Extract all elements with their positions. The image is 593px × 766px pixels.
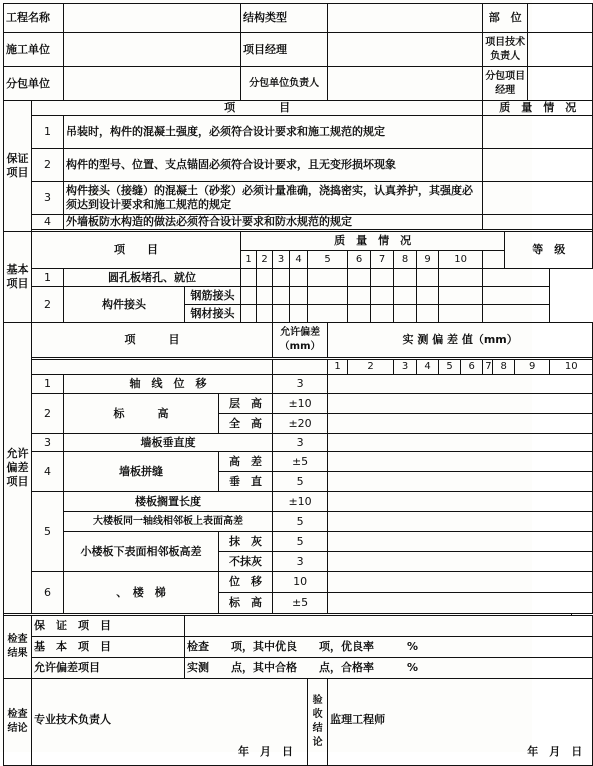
basic-cell[interactable] bbox=[273, 269, 290, 287]
project-name-label: 工程名称 bbox=[4, 4, 64, 33]
accept-conclusion-label: 验收结论 bbox=[308, 679, 328, 766]
basic-col-number: 10 bbox=[439, 251, 483, 269]
check-date: 年 月 日 bbox=[238, 745, 294, 758]
guarantee-item-no: 3 bbox=[32, 182, 64, 215]
structure-type-field[interactable] bbox=[328, 4, 483, 33]
basic-col-number: 3 bbox=[273, 251, 290, 269]
basic-grade-cell[interactable] bbox=[483, 305, 550, 323]
basic-cell[interactable] bbox=[273, 305, 290, 323]
deviation-sub-item: 高 差 bbox=[219, 452, 273, 472]
deviation-item-text: 轴 线 位 移 bbox=[64, 375, 273, 394]
basic-cell[interactable] bbox=[417, 305, 439, 323]
deviation-item-no: 2 bbox=[32, 394, 64, 434]
basic-grade-header: 等 级 bbox=[505, 232, 593, 269]
deviation-measure-cell[interactable] bbox=[328, 492, 593, 512]
basic-cell[interactable] bbox=[394, 305, 417, 323]
deviation-item-text: 楼板搁置长度 bbox=[64, 492, 273, 512]
accept-conclusion-area[interactable] bbox=[328, 679, 593, 766]
deviation-item-no: 3 bbox=[32, 434, 64, 452]
deviation-item-header: 项 目 bbox=[32, 323, 273, 358]
basic-item-header: 项 目 bbox=[32, 232, 241, 269]
deviation-sub-item: 抹 灰 bbox=[219, 532, 273, 552]
result-guarantee-field[interactable] bbox=[185, 616, 593, 637]
deviation-col-number: 1 bbox=[328, 360, 348, 375]
basic-grade-cell[interactable] bbox=[483, 269, 550, 287]
guarantee-quality-cell[interactable] bbox=[483, 149, 593, 182]
basic-cell[interactable] bbox=[394, 287, 417, 305]
subcontract-unit-field[interactable] bbox=[64, 67, 241, 101]
guarantee-item-text: 吊装时，构件的混凝土强度，必须符合设计要求和施工规范的规定 bbox=[64, 116, 483, 149]
construction-unit-label: 施工单位 bbox=[4, 33, 64, 67]
deviation-col-label-blank bbox=[273, 360, 328, 375]
deviation-col-number: 4 bbox=[417, 360, 439, 375]
basic-sub-item: 钢材接头 bbox=[185, 305, 241, 323]
deviation-allow-value: 5 bbox=[273, 532, 328, 552]
guarantee-item-text: 外墙板防水构造的做法必须符合设计要求和防水规范的规定 bbox=[64, 215, 483, 230]
project-manager-label: 项目经理 bbox=[241, 33, 328, 67]
basic-cell[interactable] bbox=[348, 269, 371, 287]
subcontract-unit-label: 分包单位 bbox=[4, 67, 64, 101]
deviation-measure-cell[interactable] bbox=[328, 452, 593, 472]
basic-item-text: 构件接头 bbox=[64, 287, 185, 323]
check-conclusion-label: 检查结论 bbox=[4, 679, 32, 766]
basic-quality-header: 质 量 情 况 bbox=[241, 232, 505, 251]
structure-type-label: 结构类型 bbox=[241, 4, 328, 33]
deviation-measure-cell[interactable] bbox=[328, 414, 593, 434]
subcontract-lead-label: 分包单位负责人 bbox=[241, 67, 328, 101]
basic-cell[interactable] bbox=[273, 287, 290, 305]
deviation-item-text: 墙板拼缝 bbox=[64, 452, 219, 492]
basic-cell[interactable] bbox=[290, 269, 308, 287]
accept-date: 年 月 日 bbox=[527, 745, 583, 758]
basic-col-number: 1 bbox=[241, 251, 257, 269]
check-signer-label: 专业技术负责人 bbox=[34, 713, 111, 726]
subcontract-lead-field[interactable] bbox=[328, 67, 483, 101]
basic-cell[interactable] bbox=[439, 305, 483, 323]
basic-cell[interactable] bbox=[394, 269, 417, 287]
basic-cell[interactable] bbox=[257, 305, 273, 323]
deviation-sub-item: 层 高 bbox=[219, 394, 273, 414]
basic-cell[interactable] bbox=[241, 287, 257, 305]
deviation-allow-header: 允许偏差（mm） bbox=[273, 323, 328, 358]
deviation-allow-value: ±10 bbox=[273, 394, 328, 414]
result-deviation-label: 允许偏差项目 bbox=[32, 658, 185, 679]
guarantee-quality-cell[interactable] bbox=[483, 215, 593, 230]
result-basic-label: 基 本 项 目 bbox=[32, 637, 185, 658]
basic-cell[interactable] bbox=[241, 305, 257, 323]
deviation-allow-value: 5 bbox=[273, 472, 328, 492]
deviation-item-no: 6 bbox=[32, 572, 64, 614]
deviation-sub-item: 全 高 bbox=[219, 414, 273, 434]
basic-col-number: 4 bbox=[290, 251, 308, 269]
deviation-allow-value: 3 bbox=[273, 375, 328, 394]
basic-col-number: 6 bbox=[348, 251, 371, 269]
basic-item-no: 2 bbox=[32, 287, 64, 323]
basic-item-no: 1 bbox=[32, 269, 64, 287]
result-guarantee-label: 保 证 项 目 bbox=[32, 616, 185, 637]
part-label: 部 位 bbox=[483, 4, 528, 33]
deviation-measure-cell[interactable] bbox=[328, 375, 593, 394]
deviation-item-text: 大楼板同一轴线相邻板上表面高差 bbox=[64, 512, 273, 532]
check-conclusion-area[interactable] bbox=[32, 679, 308, 766]
basic-cell[interactable] bbox=[257, 287, 273, 305]
basic-cell[interactable] bbox=[348, 305, 371, 323]
deviation-measure-cell[interactable] bbox=[328, 512, 593, 532]
result-section-label: 检查结果 bbox=[4, 616, 32, 679]
deviation-sub-item: 位 移 bbox=[219, 572, 273, 593]
deviation-allow-value: 10 bbox=[273, 572, 328, 593]
result-basic-text[interactable]: 检查 项，其中优良 项，优良率 % bbox=[185, 637, 593, 658]
deviation-col-number: 3 bbox=[394, 360, 417, 375]
basic-col-number: 9 bbox=[417, 251, 439, 269]
basic-item-text: 圆孔板堵孔、就位 bbox=[64, 269, 241, 287]
guarantee-item-no: 2 bbox=[32, 149, 64, 182]
inspection-table bbox=[3, 3, 593, 766]
deviation-allow-value: 3 bbox=[273, 552, 328, 572]
deviation-sub-item: 标 高 bbox=[219, 593, 273, 614]
deviation-item-text: 标 高 bbox=[64, 394, 219, 434]
basic-cell[interactable] bbox=[439, 287, 483, 305]
basic-sub-item: 钢筋接头 bbox=[185, 287, 241, 305]
project-name-field[interactable] bbox=[64, 4, 241, 33]
deviation-allow-value: ±5 bbox=[273, 452, 328, 472]
deviation-allow-value: ±20 bbox=[273, 414, 328, 434]
deviation-measure-cell[interactable] bbox=[328, 472, 593, 492]
tech-lead-field[interactable] bbox=[528, 33, 593, 67]
deviation-measure-cell[interactable] bbox=[328, 394, 593, 414]
basic-cell[interactable] bbox=[308, 287, 348, 305]
project-manager-field[interactable] bbox=[328, 33, 483, 67]
deviation-item-no: 4 bbox=[32, 452, 64, 492]
basic-cell[interactable] bbox=[241, 269, 257, 287]
result-deviation-text[interactable]: 实测 点，其中合格 点，合格率 % bbox=[185, 658, 593, 679]
basic-cell[interactable] bbox=[290, 287, 308, 305]
guarantee-item-header: 项 目 bbox=[32, 101, 483, 116]
basic-cell[interactable] bbox=[308, 305, 348, 323]
deviation-allow-value: 3 bbox=[273, 434, 328, 452]
deviation-measure-cell[interactable] bbox=[328, 552, 593, 572]
tech-lead-label: 项目技术负责人 bbox=[483, 33, 528, 67]
deviation-item-text: 、 楼 梯 bbox=[64, 572, 219, 614]
basic-cell[interactable] bbox=[257, 269, 273, 287]
deviation-item-text: 墙板垂直度 bbox=[64, 434, 273, 452]
deviation-col-number: 2 bbox=[348, 360, 394, 375]
basic-cell[interactable] bbox=[371, 269, 394, 287]
guarantee-item-no: 4 bbox=[32, 215, 64, 230]
deviation-measure-cell[interactable] bbox=[328, 434, 593, 452]
basic-cell[interactable] bbox=[371, 305, 394, 323]
deviation-item-no: 5 bbox=[32, 492, 64, 572]
basic-cell[interactable] bbox=[371, 287, 394, 305]
deviation-measure-cell[interactable] bbox=[328, 593, 593, 614]
basic-col-number: 2 bbox=[257, 251, 273, 269]
deviation-sub-item: 垂 直 bbox=[219, 472, 273, 492]
deviation-col-number: 5 bbox=[439, 360, 461, 375]
guarantee-item-no: 1 bbox=[32, 116, 64, 149]
basic-col-number: 7 bbox=[371, 251, 394, 269]
deviation-col-number: 10 bbox=[550, 360, 593, 375]
basic-cell[interactable] bbox=[308, 269, 348, 287]
basic-col-number: 8 bbox=[394, 251, 417, 269]
subcontract-manager-field[interactable] bbox=[528, 67, 593, 101]
deviation-sub-item: 不抹灰 bbox=[219, 552, 273, 572]
part-field[interactable] bbox=[528, 4, 593, 33]
guarantee-quality-cell[interactable] bbox=[483, 116, 593, 149]
deviation-col-number: 9 bbox=[515, 360, 550, 375]
construction-unit-field[interactable] bbox=[64, 33, 241, 67]
guarantee-item-text: 构件的型号、位置、支点锚固必须符合设计要求，且无变形损坏现象 bbox=[64, 149, 483, 182]
deviation-col-number: 7 bbox=[483, 360, 493, 375]
basic-cell[interactable] bbox=[290, 305, 308, 323]
basic-cell[interactable] bbox=[348, 287, 371, 305]
guarantee-item-text: 构件接头（接缝）的混凝土（砂浆）必须计量准确，浇捣密实，认真养护，其强度必须达到设计要求和施工规范的规定 bbox=[64, 182, 483, 215]
guarantee-quality-cell[interactable] bbox=[483, 182, 593, 215]
deviation-measure-cell[interactable] bbox=[328, 572, 593, 593]
subcontract-manager-label: 分包项目经理 bbox=[483, 67, 528, 101]
guarantee-section-label: 保证项目 bbox=[4, 101, 32, 232]
guarantee-quality-header: 质 量 情 况 bbox=[483, 101, 593, 116]
basic-cell[interactable] bbox=[439, 269, 483, 287]
basic-section-label: 基本项目 bbox=[4, 232, 32, 323]
basic-col-number: 5 bbox=[308, 251, 348, 269]
deviation-item-text: 小楼板下表面相邻板高差 bbox=[64, 532, 219, 572]
deviation-col-label-blank bbox=[32, 360, 273, 375]
deviation-allow-value: 5 bbox=[273, 512, 328, 532]
basic-cell[interactable] bbox=[417, 269, 439, 287]
deviation-allow-value: ±10 bbox=[273, 492, 328, 512]
accept-signer-label: 监理工程师 bbox=[330, 713, 386, 726]
basic-cell[interactable] bbox=[417, 287, 439, 305]
deviation-item-no: 1 bbox=[32, 375, 64, 394]
deviation-measure-cell[interactable] bbox=[328, 532, 593, 552]
basic-grade-cell[interactable] bbox=[483, 287, 550, 305]
deviation-col-number: 6 bbox=[461, 360, 483, 375]
deviation-col-number: 8 bbox=[493, 360, 515, 375]
deviation-measured-header: 实 测 偏 差 值（mm） bbox=[328, 323, 593, 358]
deviation-allow-value: ±5 bbox=[273, 593, 328, 614]
deviation-section-label: 允许偏差项目 bbox=[4, 323, 32, 614]
